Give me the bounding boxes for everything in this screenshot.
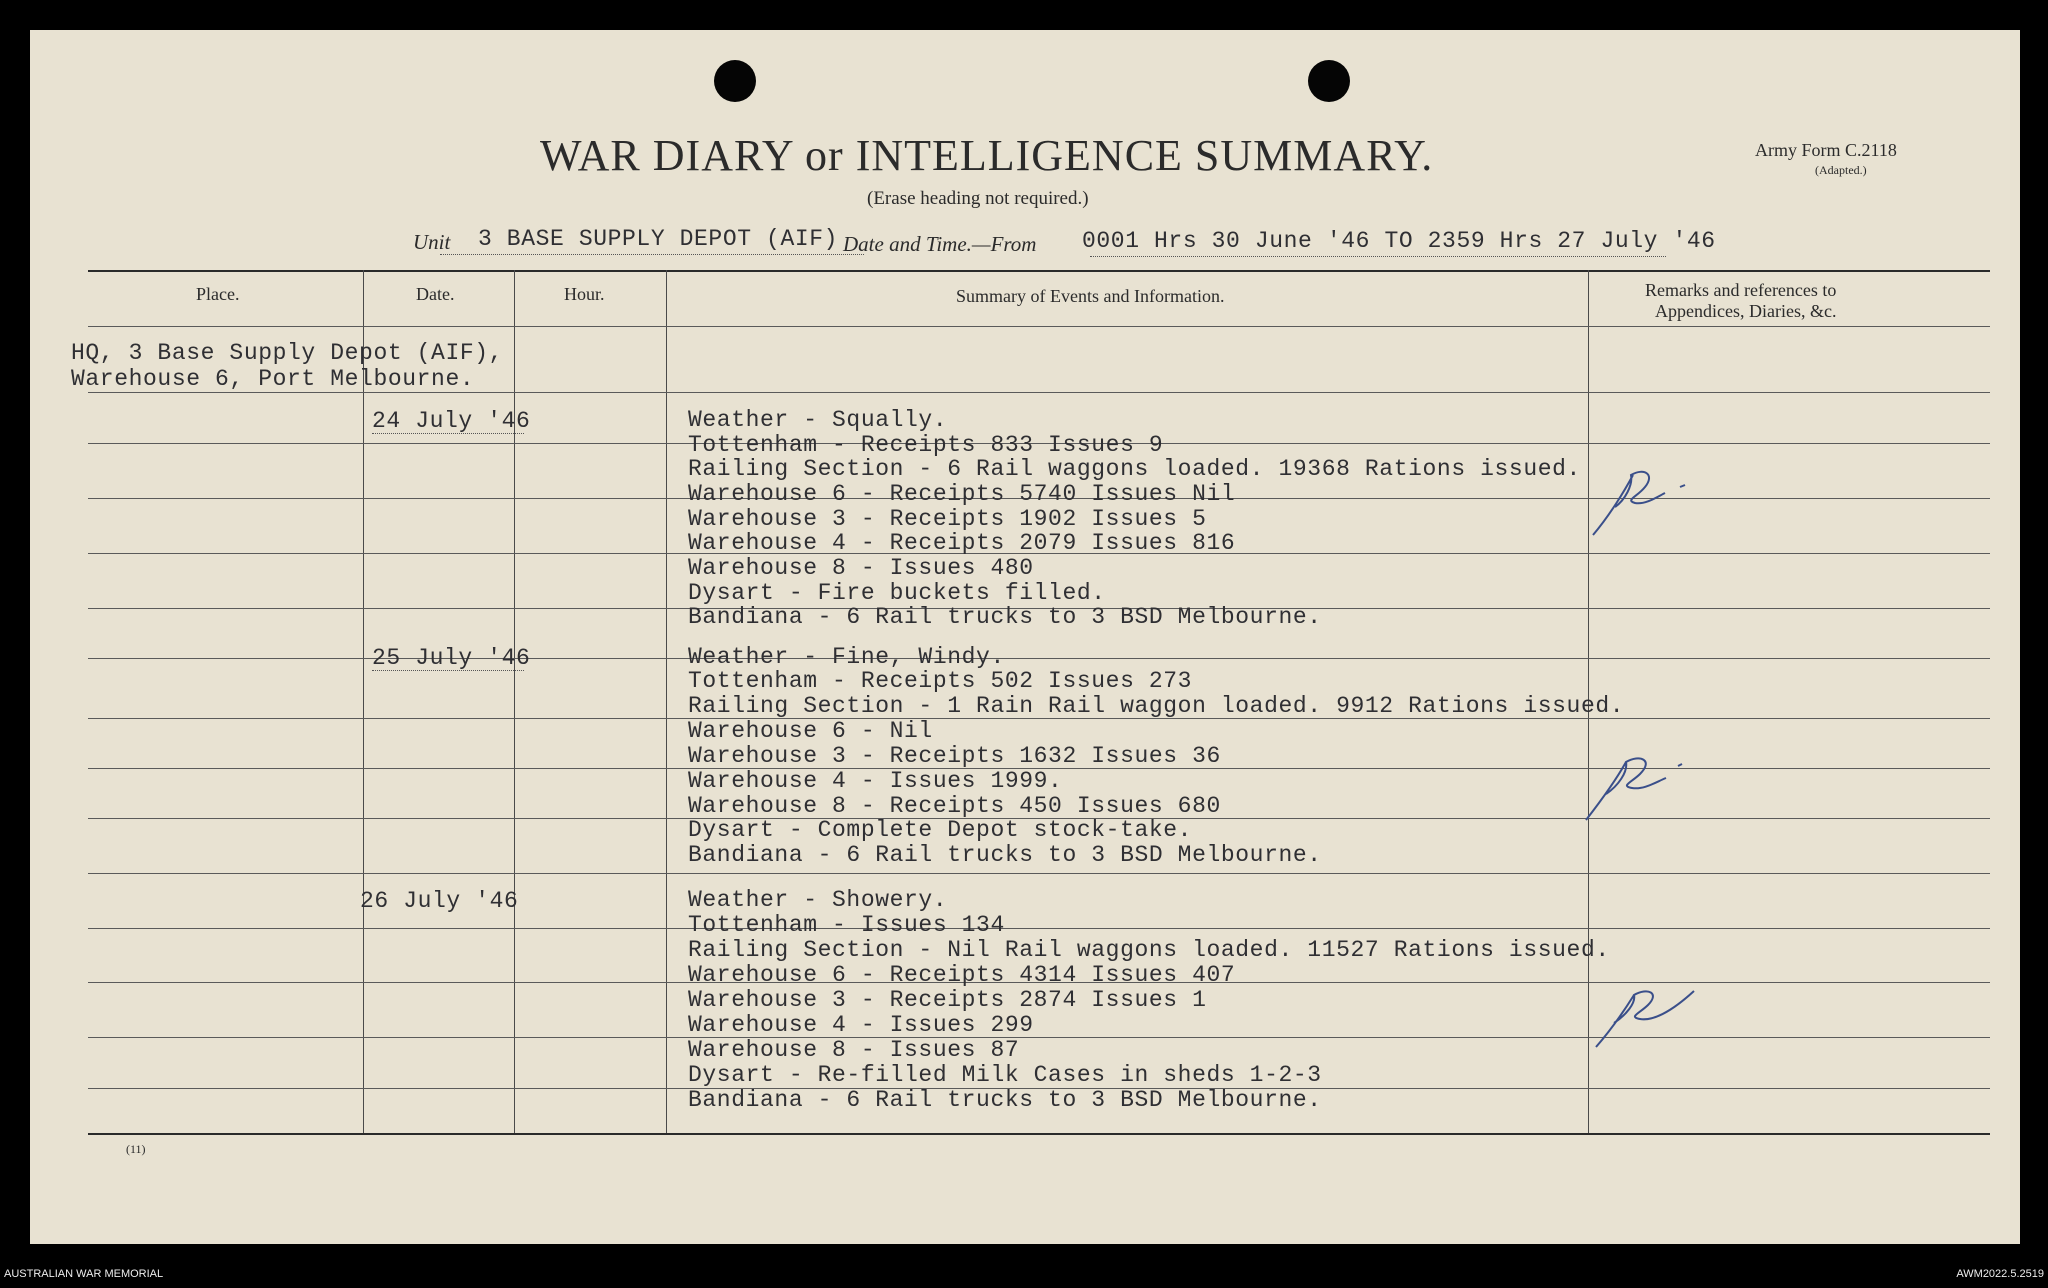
summary-line: Dysart - Fire buckets filled. — [688, 580, 1106, 606]
unit-label: Unit — [413, 230, 451, 254]
column-divider — [666, 270, 667, 1133]
header-rule — [88, 326, 1990, 327]
summary-line: Warehouse 6 - Nil — [688, 718, 933, 744]
summary-line: Warehouse 4 - Receipts 2079 Issues 816 — [688, 530, 1236, 556]
column-divider — [363, 270, 364, 1133]
signature-icon — [1578, 730, 1698, 830]
entry-date: 25 July '46 — [372, 645, 531, 671]
column-divider — [514, 270, 515, 1133]
summary-line: Bandiana - 6 Rail trucks to 3 BSD Melbourne. — [688, 604, 1322, 630]
summary-line: Railing Section - 1 Rain Rail waggon loaded. 9912 Rations issued. — [688, 693, 1625, 719]
summary-line: Warehouse 3 - Receipts 1902 Issues 5 — [688, 506, 1207, 532]
summary-line: Tottenham - Receipts 502 Issues 273 — [688, 668, 1193, 694]
column-header-remarks-line2: Appendices, Diaries, &c. — [1655, 301, 1837, 321]
summary-line: Warehouse 4 - Issues 1999. — [688, 768, 1063, 794]
date-underline — [372, 670, 524, 671]
summary-line: Weather - Squally. — [688, 407, 948, 433]
diary-page — [30, 30, 2020, 1244]
entry-date: 24 July '46 — [372, 408, 531, 434]
summary-line: Warehouse 3 - Receipts 2874 Issues 1 — [688, 987, 1207, 1013]
summary-line: Dysart - Complete Depot stock-take. — [688, 817, 1193, 843]
summary-line: Railing Section - Nil Rail waggons loaded. 11527 Rations issued. — [688, 937, 1610, 963]
summary-line: Weather - Fine, Windy. — [688, 644, 1005, 670]
ruled-line — [88, 928, 1990, 929]
date-time-value: 0001 Hrs 30 June '46 TO 2359 Hrs 27 July '46 — [1082, 228, 1716, 254]
form-title: WAR DIARY or INTELLIGENCE SUMMARY. — [540, 131, 1434, 180]
summary-line: Railing Section - 6 Rail waggons loaded. 19368 Rations issued. — [688, 456, 1581, 482]
place-line-1: HQ, 3 Base Supply Depot (AIF), — [71, 340, 504, 366]
unit-underline — [440, 254, 864, 255]
column-header-remarks-line1: Remarks and references to — [1645, 280, 1837, 300]
summary-line: Weather - Showery. — [688, 887, 948, 913]
summary-line: Warehouse 6 - Receipts 4314 Issues 407 — [688, 962, 1236, 988]
summary-line: Warehouse 3 - Receipts 1632 Issues 36 — [688, 743, 1221, 769]
ruled-line — [88, 873, 1990, 874]
summary-line: Warehouse 8 - Issues 87 — [688, 1037, 1020, 1063]
form-print-number: (11) — [126, 1142, 146, 1156]
summary-line: Tottenham - Receipts 833 Issues 9 — [688, 432, 1164, 458]
date-time-underline — [1090, 256, 1666, 257]
place-line-2: Warehouse 6, Port Melbourne. — [71, 366, 475, 392]
date-underline — [372, 433, 524, 434]
army-form-number: Army Form C.2118 — [1755, 140, 1897, 160]
column-header-hour: Hour. — [564, 284, 605, 304]
column-header-place: Place. — [196, 284, 240, 304]
table-top-rule — [88, 270, 1990, 272]
entry-date: 26 July '46 — [360, 888, 519, 914]
summary-line: Bandiana - 6 Rail trucks to 3 BSD Melbourne. — [688, 1087, 1322, 1113]
punch-hole-icon — [1308, 60, 1350, 102]
form-subtitle: (Erase heading not required.) — [867, 188, 1089, 209]
summary-line: Warehouse 6 - Receipts 5740 Issues Nil — [688, 481, 1236, 507]
unit-value: 3 BASE SUPPLY DEPOT (AIF) — [478, 226, 839, 252]
column-header-date: Date. — [416, 284, 455, 304]
signature-icon — [1590, 965, 1710, 1055]
column-header-summary: Summary of Events and Information. — [956, 286, 1225, 306]
punch-hole-icon — [714, 60, 756, 102]
summary-line: Warehouse 8 - Receipts 450 Issues 680 — [688, 793, 1221, 819]
summary-line: Warehouse 8 - Issues 480 — [688, 555, 1034, 581]
date-time-label: Date and Time.—From — [843, 232, 1037, 256]
army-form-adapted: (Adapted.) — [1815, 163, 1867, 177]
table-bottom-rule — [88, 1133, 1990, 1135]
summary-line: Bandiana - 6 Rail trucks to 3 BSD Melbourne. — [688, 842, 1322, 868]
summary-line: Dysart - Re-filled Milk Cases in sheds 1-2-3 — [688, 1062, 1322, 1088]
footer-right: AWM2022.5.2519 — [1956, 1268, 2044, 1280]
summary-line: Tottenham - Issues 134 — [688, 912, 1005, 938]
summary-line: Warehouse 4 - Issues 299 — [688, 1012, 1034, 1038]
ruled-line — [88, 392, 1990, 393]
signature-icon — [1585, 445, 1695, 545]
footer-left: AUSTRALIAN WAR MEMORIAL — [4, 1268, 164, 1280]
